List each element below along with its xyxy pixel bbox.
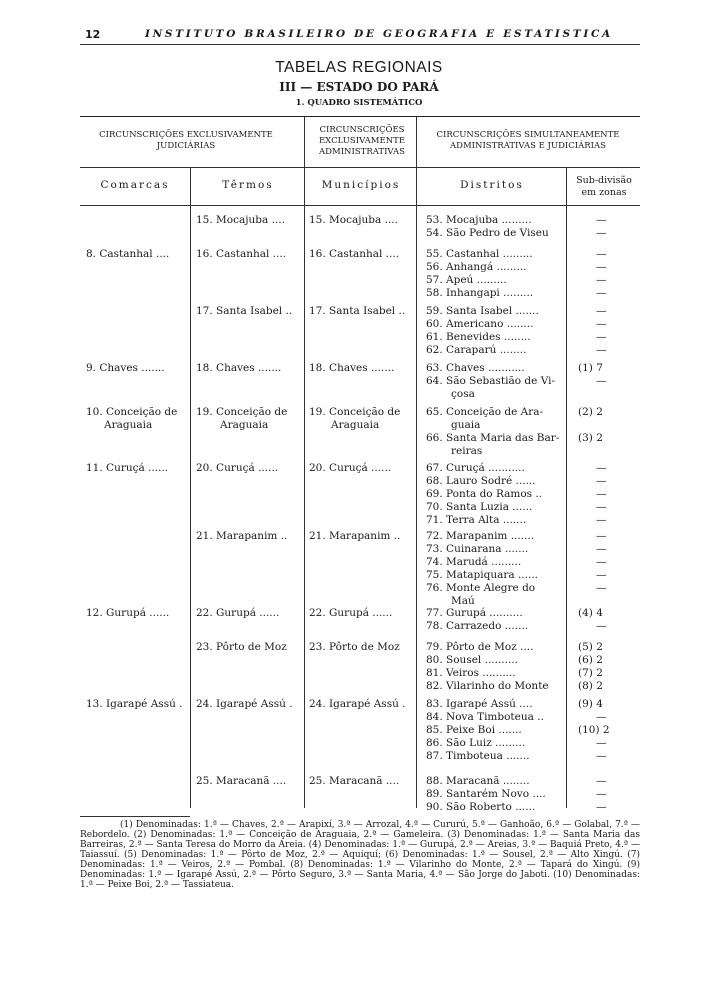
distrito-cell: 76. Monte Alegre do xyxy=(426,582,536,594)
distrito-cell: 72. Marapanim ....... xyxy=(426,530,535,542)
table-row xyxy=(0,569,718,582)
distrito-cell: 69. Ponta do Ramos .. xyxy=(426,488,543,500)
distrito-cell: 83. Igarapé Assú .... xyxy=(426,698,533,710)
zona-cell: — xyxy=(596,569,607,581)
distrito-cell: 61. Benevides ........ xyxy=(426,331,531,343)
zona-cell: — xyxy=(596,582,607,594)
distrito-cell: 54. São Pedro de Viseu xyxy=(426,227,549,239)
zona-cell: — xyxy=(596,462,607,474)
distrito-cell: 60. Americano ........ xyxy=(426,318,534,330)
table-row xyxy=(0,737,718,750)
table-row xyxy=(0,641,718,654)
group-header-simultaneas: CIRCUNSCRIÇÕES SIMULTANEAMENTE ADMINISTRATIVAS E JUDICIÁRIAS xyxy=(436,130,620,151)
table-row xyxy=(0,331,718,344)
footnote-rule xyxy=(80,816,190,817)
municipio-cell: 19. Conceição de xyxy=(309,406,401,418)
zona-cell: — xyxy=(596,711,607,723)
group-header-administrativas: CIRCUNSCRIÇÕES EXCLUSIVAMENTE ADMINISTRATIVAS xyxy=(318,125,406,157)
distrito-cell: 77. Gurupá .......... xyxy=(426,607,523,619)
termo-cell: 18. Chaves ....... xyxy=(196,362,282,374)
distrito-cell: 74. Marudá ......... xyxy=(426,556,522,568)
municipio-cell: 23. Pôrto de Moz xyxy=(309,641,400,653)
table-row xyxy=(0,788,718,801)
distrito-cell: reiras xyxy=(451,445,483,457)
column-header-rule xyxy=(80,205,640,206)
comarca-cell: 10. Conceição de xyxy=(86,406,178,418)
table-row xyxy=(0,724,718,737)
table-row xyxy=(0,287,718,300)
table-row xyxy=(0,556,718,569)
distrito-cell: guaia xyxy=(451,419,481,431)
comarca-cell: Araguaia xyxy=(104,419,153,431)
termo-cell: 16. Castanhal .... xyxy=(196,248,287,260)
distrito-cell: çosa xyxy=(451,388,475,400)
zona-cell: (2) 2 xyxy=(578,406,603,418)
municipio-cell: 17. Santa Isabel .. xyxy=(309,305,406,317)
zona-cell: — xyxy=(596,318,607,330)
comarca-cell: 9. Chaves ....... xyxy=(86,362,165,374)
footnotes: (1) Denominadas: 1.ª — Chaves, 2.ª — Arapixí, 3.ª — Arrozal, 4.ª — Cururú, 5.ª — Ganhoão, 6.ª — Golabal, 7.ª — Rebordelo. (2) Denominadas: 1.ª — Conceição de Araguaia, 2.ª — Gameleira. (3) Denominadas: 1.ª — Santa Maria das Barreiras, 2.ª — Santa Teresa do Morro da Areia. (4) Denominadas: 1.ª — Gurupá, 2.ª — Areias, 3.ª — Baquiá Preto, 4.ª — Taiassuí. (5) Denominadas: 1.ª — Pôrto de Moz, 2.ª — Aquiquí; (6) Denominadas: 1.ª — Sousel, 2.ª — Alto Xingú. (7) Denominadas: 1.ª — Veiros, 2.ª — Pombal. (8) Denominadas: 1.ª — Vilarinho do Monte, 2.ª — Tapará do Xingú. (9) Denominadas: 1.ª — Igarapé Assú, 2.ª — Pôrto Seguro, 3.ª — Santa Maria, 4.ª — São Jorge do Jaboti. (10) Denominadas: 1.ª — Peixe Boi, 2.ª — Tassiateua. xyxy=(80,820,640,890)
termo-cell: 23. Pôrto de Moz xyxy=(196,641,287,653)
municipio-cell: 16. Castanhal .... xyxy=(309,248,400,260)
termo-cell: 24. Igarapé Assú . xyxy=(196,698,293,710)
table-row xyxy=(0,801,718,814)
comarca-cell: 12. Gurupá ...... xyxy=(86,607,170,619)
column-header-municipios: Municípios xyxy=(321,179,401,191)
zona-cell: (9) 4 xyxy=(578,698,603,710)
distrito-cell: 78. Carrazedo ....... xyxy=(426,620,529,632)
page-title: TABELAS REGIONAIS xyxy=(275,59,443,76)
table-row xyxy=(0,227,718,240)
zona-cell: — xyxy=(596,530,607,542)
zona-cell: — xyxy=(596,305,607,317)
zona-cell: — xyxy=(596,556,607,568)
zona-cell: (1) 7 xyxy=(578,362,603,374)
table-row xyxy=(0,388,718,401)
zona-cell: — xyxy=(596,501,607,513)
zona-cell: — xyxy=(596,375,607,387)
zona-cell: — xyxy=(596,248,607,260)
distrito-cell: 64. São Sebastião de Vi- xyxy=(426,375,555,387)
distrito-cell: 75. Matapiquara ...... xyxy=(426,569,538,581)
termo-cell: 19. Conceição de xyxy=(196,406,288,418)
distrito-cell: 84. Nova Timboteua .. xyxy=(426,711,544,723)
distrito-cell: 68. Lauro Sodré ...... xyxy=(426,475,536,487)
table-row xyxy=(0,543,718,556)
zona-cell: — xyxy=(596,801,607,813)
zona-cell: — xyxy=(596,543,607,555)
zona-cell: — xyxy=(596,475,607,487)
section-title: 1. QUADRO SISTEMÁTICO xyxy=(295,98,423,108)
termo-cell: 25. Maracanã .... xyxy=(196,775,287,787)
table-row xyxy=(0,488,718,501)
municipio-cell: 15. Mocajuba .... xyxy=(309,214,398,226)
distrito-cell: 63. Chaves ........... xyxy=(426,362,525,374)
termo-cell: 20. Curuçá ...... xyxy=(196,462,279,474)
termo-cell: 15. Mocajuba .... xyxy=(196,214,285,226)
column-header-subdivisao: Sub-divisão em zonas xyxy=(576,175,632,198)
municipio-cell: 22. Gurupá ...... xyxy=(309,607,393,619)
distrito-cell: 55. Castanhal ......... xyxy=(426,248,533,260)
zona-cell: — xyxy=(596,788,607,800)
table-row xyxy=(0,475,718,488)
table-row xyxy=(0,667,718,680)
distrito-cell: Maú xyxy=(451,595,475,607)
running-header: INSTITUTO BRASILEIRO DE GEOGRAFIA E ESTATISTICA xyxy=(145,28,613,40)
termo-cell: 21. Marapanim .. xyxy=(196,530,288,542)
group-header-judiciarias: CIRCUNSCRIÇÕES EXCLUSIVAMENTE JUDICIÁRIAS xyxy=(99,130,273,151)
table-top-rule xyxy=(80,116,640,117)
zona-cell: — xyxy=(596,261,607,273)
table-row xyxy=(0,375,718,388)
table-row xyxy=(0,514,718,527)
distrito-cell: 70. Santa Luzia ...... xyxy=(426,501,533,513)
zona-cell: (7) 2 xyxy=(578,667,603,679)
table-row xyxy=(0,344,718,357)
header-rule xyxy=(80,44,640,45)
page-subtitle: III — ESTADO DO PARÁ xyxy=(279,80,439,94)
zona-cell: — xyxy=(596,331,607,343)
distrito-cell: 67. Curuçá ........... xyxy=(426,462,525,474)
comarca-cell: 11. Curuçá ...... xyxy=(86,462,169,474)
comarca-cell: 8. Castanhal .... xyxy=(86,248,170,260)
table-row xyxy=(0,680,718,693)
termo-cell: 22. Gurupá ...... xyxy=(196,607,280,619)
distrito-cell: 53. Mocajuba ......... xyxy=(426,214,532,226)
table-row xyxy=(0,318,718,331)
municipio-cell: 24. Igarapé Assú . xyxy=(309,698,406,710)
table-row xyxy=(0,750,718,763)
distrito-cell: 65. Conceição de Ara- xyxy=(426,406,544,418)
zona-cell: — xyxy=(596,488,607,500)
table-row xyxy=(0,711,718,724)
municipio-cell: Araguaia xyxy=(331,419,380,431)
termo-cell: Araguaia xyxy=(220,419,269,431)
column-header-termos: Têrmos xyxy=(222,179,274,191)
page-number: 12 xyxy=(85,28,101,41)
distrito-cell: 81. Veiros .......... xyxy=(426,667,516,679)
table-row xyxy=(0,261,718,274)
distrito-cell: 85. Peixe Boi ....... xyxy=(426,724,522,736)
distrito-cell: 73. Cuinarana ....... xyxy=(426,543,529,555)
distrito-cell: 86. São Luiz ......... xyxy=(426,737,526,749)
table-row xyxy=(0,620,718,633)
column-header-comarcas: Comarcas xyxy=(100,179,170,191)
table-row xyxy=(0,362,718,375)
zona-cell: (5) 2 xyxy=(578,641,603,653)
zona-cell: — xyxy=(596,737,607,749)
table-row xyxy=(0,501,718,514)
zona-cell: — xyxy=(596,775,607,787)
column-header-distritos: Distritos xyxy=(460,179,524,191)
table-row xyxy=(0,462,718,475)
distrito-cell: 58. Inhangapi ......... xyxy=(426,287,534,299)
distrito-cell: 87. Timboteua ....... xyxy=(426,750,530,762)
zona-cell: (3) 2 xyxy=(578,432,603,444)
table-row xyxy=(0,305,718,318)
table-row xyxy=(0,248,718,261)
distrito-cell: 80. Sousel .......... xyxy=(426,654,518,666)
distrito-cell: 89. Santarém Novo .... xyxy=(426,788,546,800)
table-row xyxy=(0,214,718,227)
distrito-cell: 71. Terra Alta ....... xyxy=(426,514,527,526)
table-row xyxy=(0,775,718,788)
zona-cell: — xyxy=(596,287,607,299)
zona-cell: — xyxy=(596,344,607,356)
table-row xyxy=(0,432,718,445)
municipio-cell: 18. Chaves ....... xyxy=(309,362,395,374)
distrito-cell: 82. Vilarinho do Monte xyxy=(426,680,549,692)
distrito-cell: 90. São Roberto ...... xyxy=(426,801,536,813)
table-row xyxy=(0,530,718,543)
group-header-rule xyxy=(80,167,640,168)
municipio-cell: 20. Curuçá ...... xyxy=(309,462,392,474)
table-row xyxy=(0,698,718,711)
distrito-cell: 88. Maracanã ........ xyxy=(426,775,530,787)
table-row xyxy=(0,406,718,419)
zona-cell: (4) 4 xyxy=(578,607,603,619)
distrito-cell: 79. Pôrto de Moz .... xyxy=(426,641,534,653)
table-row xyxy=(0,419,718,432)
table-row xyxy=(0,607,718,620)
table-row xyxy=(0,582,718,595)
zona-cell: — xyxy=(596,274,607,286)
distrito-cell: 57. Apeú ......... xyxy=(426,274,507,286)
zona-cell: — xyxy=(596,750,607,762)
table-row xyxy=(0,445,718,458)
distrito-cell: 56. Anhangá ......... xyxy=(426,261,527,273)
municipio-cell: 21. Marapanim .. xyxy=(309,530,401,542)
table-row xyxy=(0,274,718,287)
termo-cell: 17. Santa Isabel .. xyxy=(196,305,293,317)
zona-cell: (8) 2 xyxy=(578,680,603,692)
zona-cell: — xyxy=(596,620,607,632)
zona-cell: (6) 2 xyxy=(578,654,603,666)
municipio-cell: 25. Maracanã .... xyxy=(309,775,400,787)
zona-cell: — xyxy=(596,214,607,226)
zona-cell: — xyxy=(596,227,607,239)
distrito-cell: 59. Santa Isabel ....... xyxy=(426,305,539,317)
distrito-cell: 66. Santa Maria das Bar- xyxy=(426,432,560,444)
distrito-cell: 62. Caraparú ........ xyxy=(426,344,527,356)
comarca-cell: 13. Igarapé Assú . xyxy=(86,698,183,710)
zona-cell: (10) 2 xyxy=(578,724,610,736)
table-row xyxy=(0,654,718,667)
zona-cell: — xyxy=(596,514,607,526)
